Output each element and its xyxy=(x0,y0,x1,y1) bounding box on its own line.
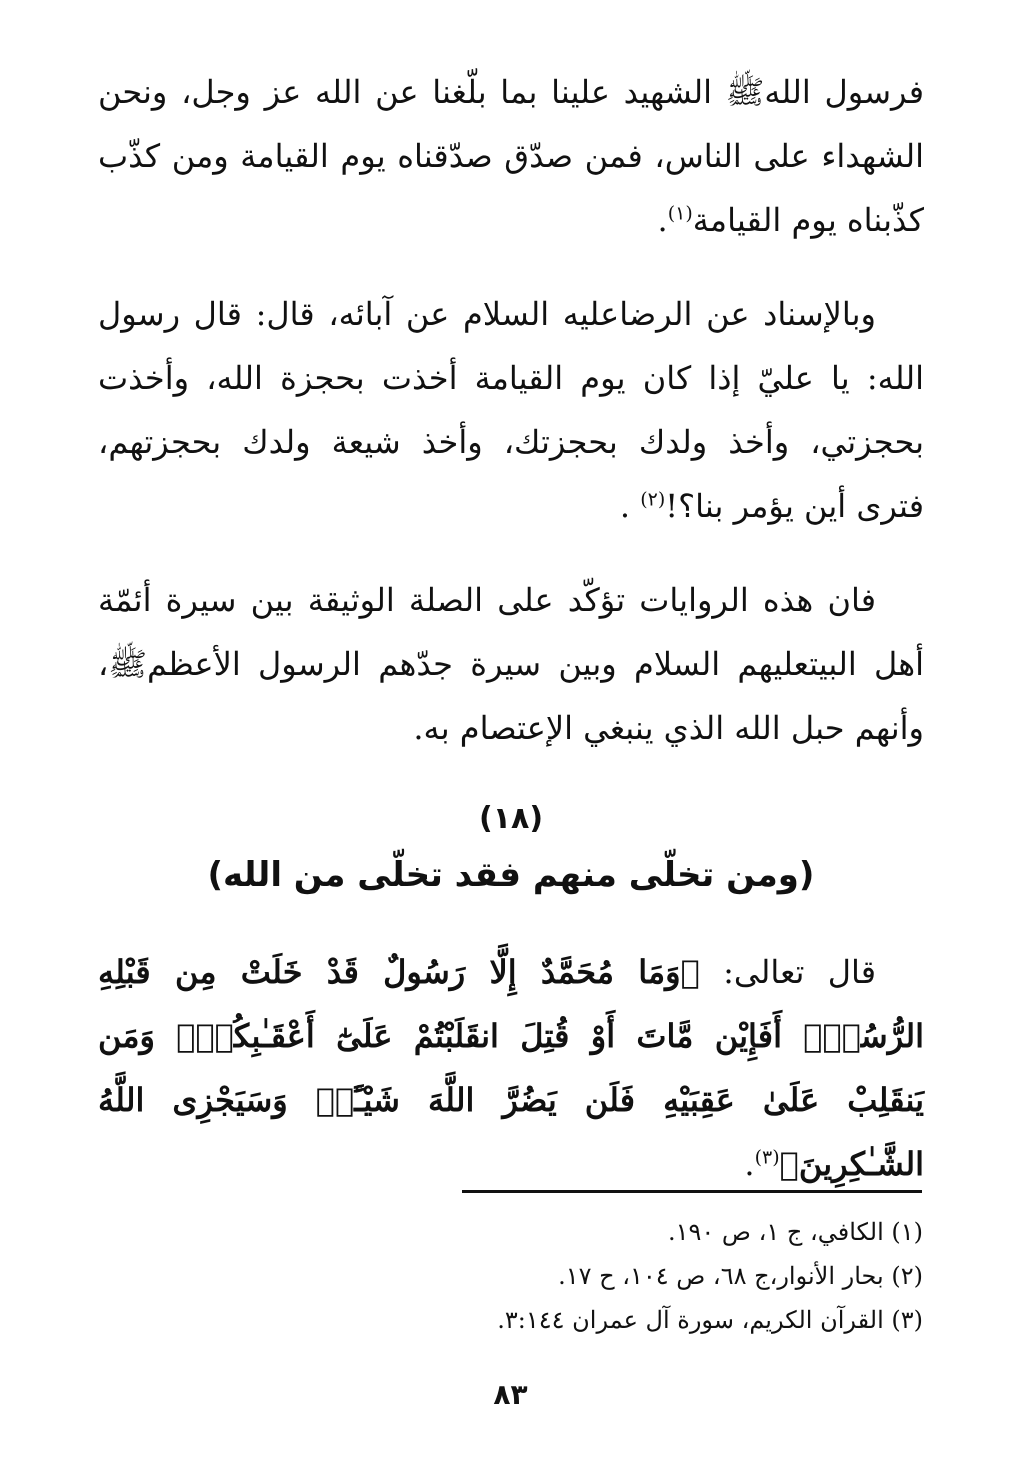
page-body xyxy=(98,60,924,1196)
verse-end: . xyxy=(744,1145,755,1183)
footnote-1: (١) الكافي، ج ١، ص ١٩٠. xyxy=(667,1218,923,1246)
footnote-2: (٢) بحار الأنوار،ج ٦٨، ص ١٠٤، ح ١٧. xyxy=(558,1262,923,1290)
quran-paragraph xyxy=(98,940,924,1196)
paragraph-1-text: فرسول اللهﷺ الشهيد علينا بما بلّغنا عن الله عز وجل، ونحن الشهداء على الناس، فمن صدّق صدّقناه يوم القيامة ومن كذّب كذّبناه يوم القيامة xyxy=(98,73,925,239)
quran-verse: ﴿وَمَا مُحَمَّدٌ إِلَّا رَسُولٌ قَدْ خَلَتْ مِن قَبْلِهِ الرُّسُلُۚ أَفَإِيْن مَّاتَ أَوْ قُتِلَ انقَلَبْتُمْ عَلَىٰٓ أَعْقَـٰبِكُمْۚ وَمَن يَنقَلِبْ عَلَىٰ عَقِبَيْهِ فَلَن يَضُرَّ اللَّهَ شَيْـًٔاۗ وَسَيَجْزِى اللَّهُ الشَّـٰكِرِينَ﴾ xyxy=(98,953,924,1183)
page-number: ٨٣ xyxy=(493,1378,528,1411)
paragraph-3-text: فان هذه الروايات تؤكّد على الصلة الوثيقة بين سيرة أئمّة أهل البيتعليهم السلام وبين سيرة جدّهم الرسول الأعظمﷺ، وأنهم حبل الله الذي ينبغي الإعتصام به. xyxy=(98,581,924,747)
footnote-ref-1[interactable]: (١) xyxy=(667,202,693,225)
footnote-ref-3[interactable]: (٣) xyxy=(754,1146,780,1169)
paragraph-3 xyxy=(98,568,924,760)
paragraph-1 xyxy=(98,60,924,252)
section-title: (ومن تخلّى منهم فقد تخلّى من الله) xyxy=(207,855,815,895)
verse-intro: قال تعالى: xyxy=(699,953,877,991)
footnote-3: (٣) القرآن الكريم، سورة آل عمران ٣:١٤٤. xyxy=(497,1306,923,1334)
paragraph-2-end: . xyxy=(619,487,641,525)
footnotes xyxy=(200,1210,923,1342)
footnote-divider xyxy=(462,1190,922,1193)
section-number: (١٨) xyxy=(478,801,544,836)
paragraph-2-text: وبالإسناد عن الرضاعليه السلام عن آبائه، قال: قال رسول الله: يا عليّ إذا كان يوم القيامة أخذت بحجزة الله، وأخذت بحجزتي، وأخذ ولدك بحجزتك، وأخذ شيعة ولدك بحجزتهم، فترى أين يؤمر بنا؟! xyxy=(98,295,924,525)
paragraph-1-end: . xyxy=(657,201,668,239)
footnote-ref-2[interactable]: (٢) xyxy=(640,488,666,511)
paragraph-2 xyxy=(98,282,924,538)
